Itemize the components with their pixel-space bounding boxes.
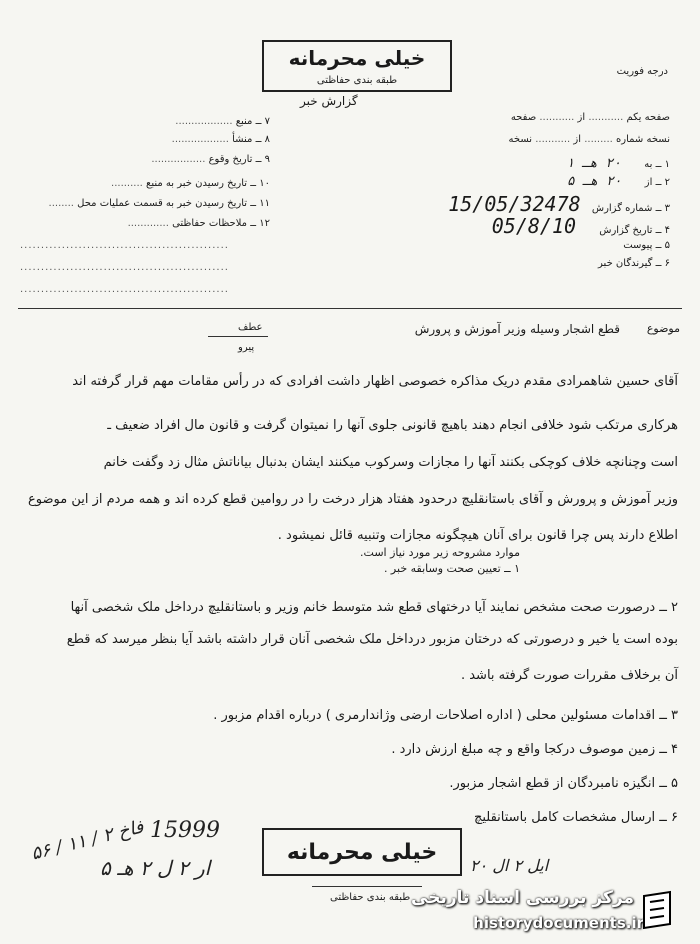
subject-label: موضوع: [646, 322, 680, 335]
handwritten-note: فاخ ۲ / ۱۱ / ۵۶: [29, 816, 146, 865]
archive-logo-icon: [640, 890, 674, 930]
classification-stamp-bottom: خیلی محرمانه: [262, 828, 462, 876]
field-11: ۱۱ ــ تاریخ رسیدن خبر به قسمت عملیات محل ........: [48, 198, 270, 209]
classification-divider: [312, 886, 422, 887]
field-to: ۱ ــ به ۲۰ هـ ۱: [566, 156, 670, 171]
body-line: ۵ ــ انگیزه نامبردگان از قطع اشجار مزبور.: [449, 776, 678, 791]
reference-label: عطف: [238, 322, 263, 333]
classification-stamp-top: [262, 40, 452, 92]
report-title: گزارش خبر: [300, 94, 358, 108]
handwritten-number: 15999: [150, 818, 220, 843]
field-report-date: ۴ ــ تاریخ گزارش 05/8/10: [491, 214, 670, 238]
archive-watermark: [411, 884, 674, 940]
body-line: بوده است یا خیر و درصورتی که درختان مزبور درداخل ملک شخصی آنان قرار داشته باشد آیا بنظر میرسد که قطع: [66, 632, 678, 647]
classification-label: طبقه بندی حفاظتی: [316, 75, 398, 86]
urgency-label: درجه فوریت: [616, 66, 668, 77]
field-report-number: ۳ ــ شماره گزارش 15/05/32478: [448, 192, 670, 216]
follow-up-label: پیرو: [238, 342, 255, 353]
body-line: است وچنانچه خلاف کوچکی بکنند آنها را مجازات وسرکوب میکنند ایشان بدنبال بیاناتش مثال زد وگفت خانم: [103, 455, 678, 470]
watermark-url: historydocuments.ir: [473, 914, 644, 932]
field-9: ۹ ــ تاریخ وقوع .................: [151, 154, 270, 165]
body-line: ۲ ــ درصورت صحت مشخص نمایند آیا درختهای قطع شد متوسط خانم وزیر و باستانقلیچ درداخل ملک شخصی آنها: [70, 600, 678, 615]
handwritten-note: ار ۲ ل ۲ هـ ۵: [100, 856, 211, 880]
field-recipients: ۶ ــ گیرندگان خبر: [598, 258, 670, 269]
field-7: ۷ ــ منبع ..................: [175, 116, 270, 127]
body-line: ۱ ــ تعیین صحت وسابقه خبر .: [383, 562, 520, 575]
header-divider: [18, 308, 682, 309]
field-8: ۸ ــ منشأ ..................: [171, 134, 270, 145]
stamp-text: خیلی محرمانه: [288, 46, 426, 70]
body-line: آن برخلاف مقررات صورت گرفته باشد .: [460, 668, 678, 683]
watermark-text: مرکز بررسی اسناد تاریخی: [411, 888, 634, 908]
body-line: موارد مشروحه زیر مورد نیاز است.: [360, 546, 520, 559]
document-page: خیلی محرمانه طبقه بندی حفاظتی گزارش خبر درجه فوریت صفحه یکم ........... از ........... صفحه نسخه شماره ......... از ........... نسخه ۱ ــ به ۲۰ هـ ۱ ۲ ــ از ۲۰ هـ ۵ ۳ ــ شماره گزارش 15/05/32478 ۴ ــ تاریخ گزارش 05/8/10 ۵ ــ پیوست ۶ ــ گیرندگان خبر ۷ ــ منبع .................. ۸ ــ منشأ .................. ۹ ــ تاریخ وقوع ................. ۱۰ ــ تاریخ رسیدن خبر به منبع .......... ۱۱ ــ تاریخ رسیدن خبر به قسمت عملیات محل ........ ۱۲ ــ ملاحظات حفاظتی ............. .................................................. .................................................. .................................................. موضوع قطع اشجار وسیله وزیر آموزش و پرورش عطف پیرو آقای حسین شاهمرادی مقدم دریک مذاکره خصوصی اظهار داشت افرادی که در رأس مقامات مهم قرار گرفته اند هرکاری مرتکب شود خلافی انجام دهند باهیچ قانونی جلوی آنها را نمیتوان گرفت و قانون مال افراد ضعیف ـ است وچنانچه خلاف کوچکی بکنند آنها را مجازات وسرکوب میکنند ایشان بدنبال بیاناتش مثال زد وگفت خانم وزیر آموزش و پرورش و آقای باستانقلیچ درحدود هفتاد هزار درخت را در روامین قطع کرده اند و همه مردم از این موضوع اطلاع دارند پس چرا قانون برای آنان هیچگونه مجازات وتنبیه قائل نمیشود . موارد مشروحه زیر مورد نیاز است. ۱ ــ تعیین صحت وسابقه خبر . ۲ ــ درصورت صحت مشخص نمایند آیا درختهای قطع شد متوسط خانم وزیر و باستانقلیچ درداخل ملک شخصی آنها بوده است یا خیر و درصورتی که درختان مزبور درداخل ملک شخصی آنان قرار داشته باشد آیا بنظر میرسد که قطع آن برخلاف مقررات صورت گرفته باشد . ۳ ــ اقدامات مسئولین محلی ( اداره اصلاحات ارضی وژاندارمری ) درباره اقدام مزبور . ۴ ــ زمین موصوف درکجا واقع و چه مبلغ ارزش دارد . ۵ ــ انگیزه نامبردگان از قطع اشجار مزبور. ۶ ــ ارسال مشخصات کامل باستانقلیچ 15999 فاخ ۲ / ۱۱ / ۵۶ ار ۲ ل ۲ هـ ۵ خیلی محرمانه طبقه بندی حفاظتی ایل ۲ ال ۲۰ مرکز بررسی اسناد تاریخی historydocuments.ir: [0, 0, 700, 944]
field-10: ۱۰ ــ تاریخ رسیدن خبر به منبع ..........: [111, 178, 270, 189]
body-line: ۳ ــ اقدامات مسئولین محلی ( اداره اصلاحات ارضی وژاندارمری ) درباره اقدام مزبور .: [213, 708, 678, 723]
body-line: ۴ ــ زمین موصوف درکجا واقع و چه مبلغ ارزش دارد .: [391, 742, 678, 757]
body-line: اطلاع دارند پس چرا قانون برای آنان هیچگونه مجازات وتنبیه قائل نمیشود .: [277, 528, 678, 543]
body-line: ۶ ــ ارسال مشخصات کامل باستانقلیچ: [473, 810, 678, 825]
subject-text: قطع اشجار وسیله وزیر آموزش و پرورش: [414, 322, 620, 336]
body-line: وزیر آموزش و پرورش و آقای باستانقلیچ درحدود هفتاد هزار درخت را در روامین قطع کرده اند و همه مردم از این موضوع: [28, 492, 678, 507]
reference-divider: [208, 336, 268, 337]
body-line: هرکاری مرتکب شود خلافی انجام دهند باهیچ قانونی جلوی آنها را نمیتوان گرفت و قانون مال افراد ضعیف ـ: [107, 418, 678, 433]
copy-row: نسخه شماره ......... از ........... نسخه: [508, 134, 670, 145]
field-12: ۱۲ ــ ملاحظات حفاظتی .............: [127, 218, 270, 229]
signature: ایل ۲ ال ۲۰: [470, 856, 549, 875]
field-attachment: ۵ ــ پیوست: [623, 240, 670, 251]
page-row: صفحه یکم ........... از ........... صفحه: [510, 112, 670, 123]
classification-label-bottom: طبقه بندی حفاظتی: [330, 892, 411, 903]
field-from: ۲ ــ از ۲۰ هـ ۵: [566, 174, 670, 189]
body-line: آقای حسین شاهمرادی مقدم دریک مذاکره خصوصی اظهار داشت افرادی که در رأس مقامات مهم قرار گرفته اند: [72, 374, 678, 389]
